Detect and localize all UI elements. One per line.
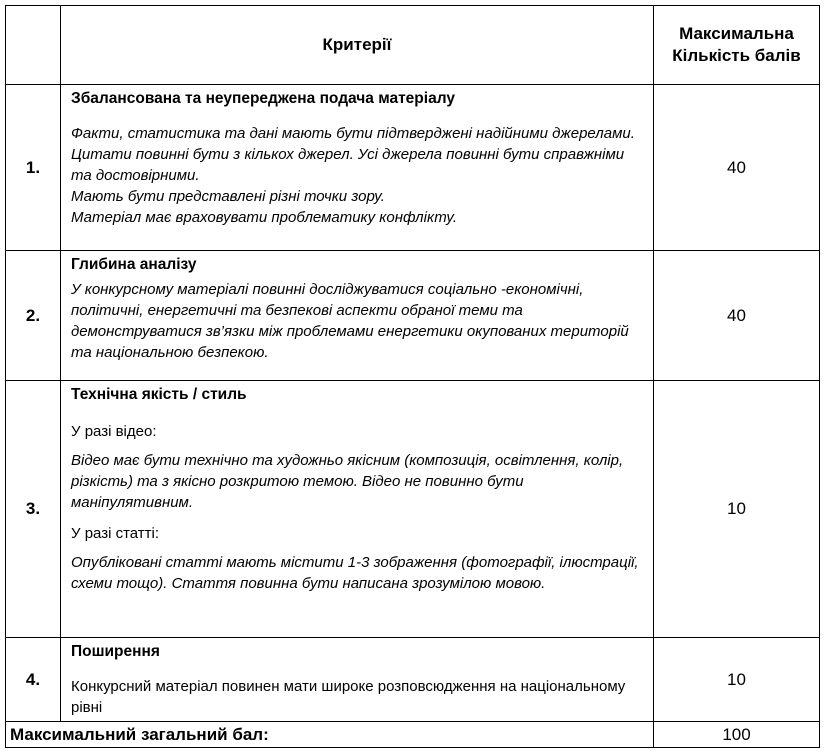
- criterion-text: Матеріал має враховувати проблематику конфлікту.: [71, 209, 458, 226]
- video-requirements: Відео має бути технічно та художньо якісним (композиція, освітлення, колір, різкість) та з якісно розкритою темою. Відео не повинно бути маніпулятивним.: [71, 452, 624, 511]
- criterion-cell: [61, 638, 654, 722]
- criterion-text: Факти, статистика та дані мають бути підтверджені надійними джерелами.: [71, 125, 635, 142]
- table-row: [6, 381, 820, 638]
- points-value: 40: [654, 251, 820, 381]
- points-value: 10: [654, 381, 820, 638]
- total-label: Максимальний загальний бал:: [6, 722, 654, 748]
- criterion-title: Поширення: [71, 643, 160, 660]
- header-number-cell: [6, 6, 61, 85]
- row-number: 4.: [6, 638, 61, 722]
- header-max-points-text: Максимальна Кількість балів: [672, 24, 801, 65]
- table-row: [6, 251, 820, 381]
- article-label: У разі статті:: [71, 525, 160, 542]
- article-requirements: Опубліковані статті мають містити 1-3 зображення (фотографії, ілюстрації, схеми тощо). Стаття повинна бути написана зрозумілою мовою.: [71, 554, 639, 592]
- header-max-points: [654, 6, 820, 85]
- points-value: 40: [654, 85, 820, 251]
- table-row: [6, 638, 820, 722]
- criteria-table: [5, 5, 820, 748]
- criterion-text: У конкурсному матеріалі повинні досліджуватися соціально -економічні, політичні, енергетичні та безпекові аспекти обраної теми та демонструватися зв’язки між проблемами енергетики окупованих територій та національною безпекою.: [71, 281, 629, 361]
- criterion-cell: [61, 85, 654, 251]
- header-criteria: Критерії: [61, 6, 654, 85]
- criterion-title: Глибина аналізу: [71, 256, 197, 273]
- criterion-title: Технічна якість / стиль: [71, 386, 247, 403]
- criterion-text: Мають бути представлені різні точки зору.: [71, 188, 385, 205]
- total-points: 100: [654, 722, 820, 748]
- criterion-title: Збалансована та неупереджена подача матеріалу: [71, 90, 455, 107]
- video-label: У разі відео:: [71, 423, 157, 440]
- criterion-cell: [61, 381, 654, 638]
- row-number: 2.: [6, 251, 61, 381]
- row-number: 3.: [6, 381, 61, 638]
- header-row: [6, 6, 820, 85]
- table-row: [6, 85, 820, 251]
- criterion-cell: [61, 251, 654, 381]
- total-row: [6, 722, 820, 748]
- row-number: 1.: [6, 85, 61, 251]
- criterion-text: Конкурсний матеріал повинен мати широке розповсюдження на національному рівні: [71, 678, 626, 716]
- points-value: 10: [654, 638, 820, 722]
- criterion-text: Цитати повинні бути з кількох джерел. Усі джерела повинні бути справжніми та достовірними.: [71, 146, 625, 184]
